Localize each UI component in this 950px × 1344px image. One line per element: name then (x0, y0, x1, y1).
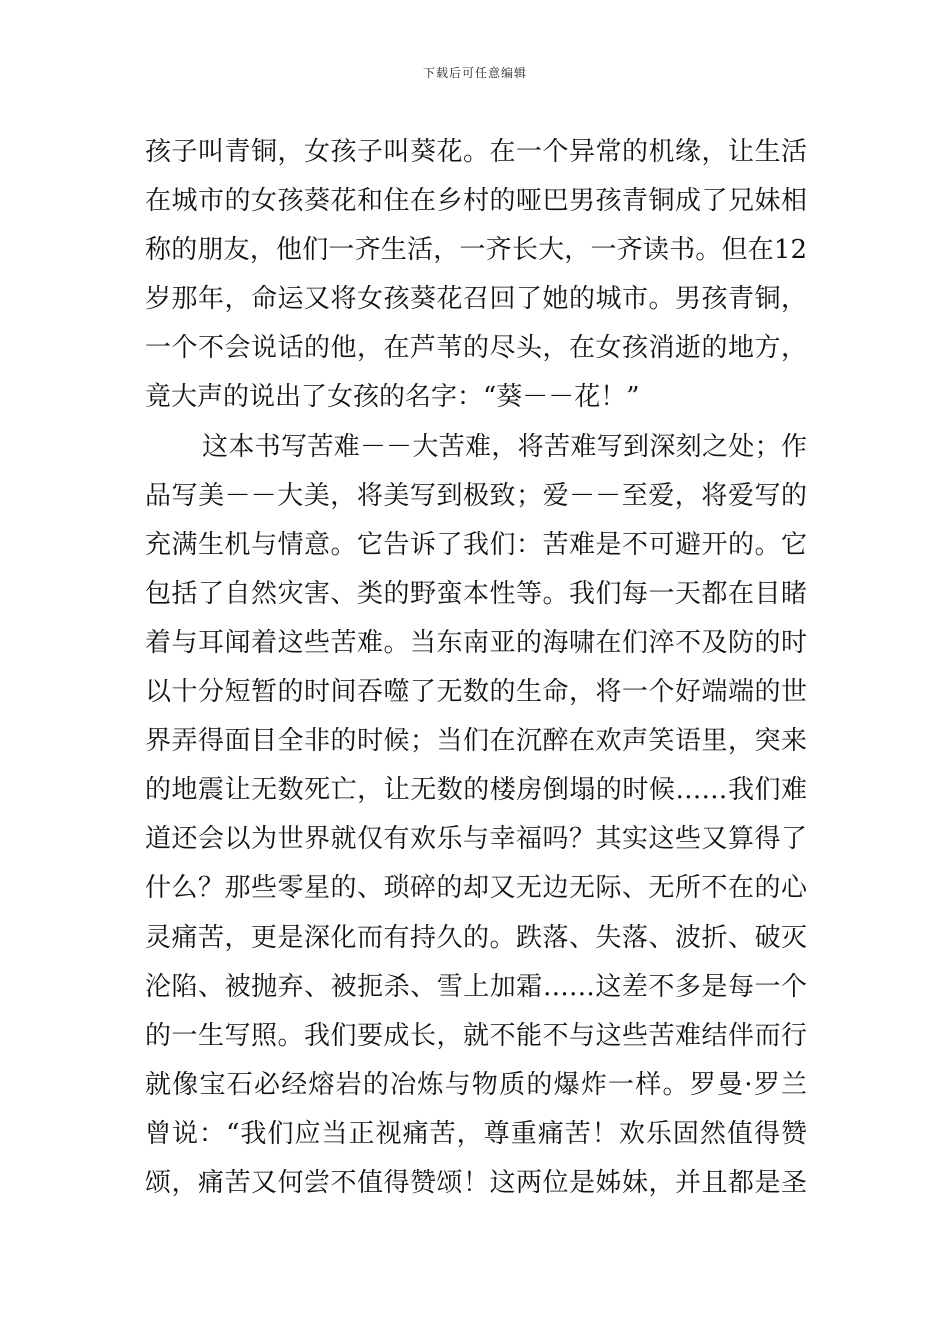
text-line: 岁那年，命运又将女孩葵花召回了她的城市。男孩青铜， (145, 284, 807, 315)
text-line: 一个不会说话的他，在芦苇的尽头，在女孩消逝的地方， (145, 333, 807, 364)
text-line: 这本书写苦难－－大苦难，将苦难写到深刻之处；作 (202, 431, 807, 462)
paragraph-2 (145, 425, 807, 1205)
text-line: 以十分短暂的时间吞噬了无数的生命，将一个好端端的世 (145, 677, 807, 708)
text-line: 沦陷、被抛弃、被扼杀、雪上加霜……这差不多是每一个 (145, 971, 807, 1002)
text-line: 界弄得面目全非的时候；当们在沉醉在欢声笑语里，突来 (145, 726, 807, 757)
text-line: 着与耳闻着这些苦难。当东南亚的海啸在们淬不及防的时 (145, 627, 807, 658)
text-line: 充满生机与情意。它告诉了我们：苦难是不可避开的。它 (145, 529, 807, 560)
text-line: 就像宝石必经熔岩的冶炼与物质的爆炸一样。罗曼·罗兰 (145, 1069, 807, 1100)
text-line: 道还会以为世界就仅有欢乐与幸福吗？其实这些又算得了 (145, 824, 807, 855)
text-line: 什么？那些零星的、琐碎的却又无边无际、无所不在的心 (145, 873, 807, 904)
text-line: 称的朋友，他们一齐生活，一齐长大，一齐读书。但在12 (145, 235, 807, 266)
text-line: 的一生写照。我们要成长，就不能不与这些苦难结伴而行 (145, 1020, 807, 1051)
document-body (145, 130, 807, 1210)
text-line: 颂，痛苦又何尝不值得赞颂！这两位是姊妹，并且都是圣 (145, 1167, 807, 1198)
text-line: 品写美－－大美，将美写到极致；爱－－至爱，将爱写的 (145, 480, 807, 511)
text-line: 竟大声的说出了女孩的名字：“葵－－花！” (145, 382, 640, 413)
paragraph-1 (145, 130, 807, 419)
text-line: 在城市的女孩葵花和住在乡村的哑巴男孩青铜成了兄妹相 (145, 186, 807, 217)
text-line: 包括了自然灾害、类的野蛮本性等。我们每一天都在目睹 (145, 578, 807, 609)
page-header: 下载后可任意编辑 (422, 66, 527, 80)
text-line: 孩子叫青铜，女孩子叫葵花。在一个异常的机缘，让生活 (145, 137, 807, 167)
text-line: 曾说：“我们应当正视痛苦，尊重痛苦！欢乐固然值得赞 (145, 1118, 807, 1149)
text-line: 的地震让无数死亡，让无数的楼房倒塌的时候……我们难 (145, 775, 807, 806)
text-line: 灵痛苦，更是深化而有持久的。跌落、失落、波折、破灭 (145, 922, 807, 953)
